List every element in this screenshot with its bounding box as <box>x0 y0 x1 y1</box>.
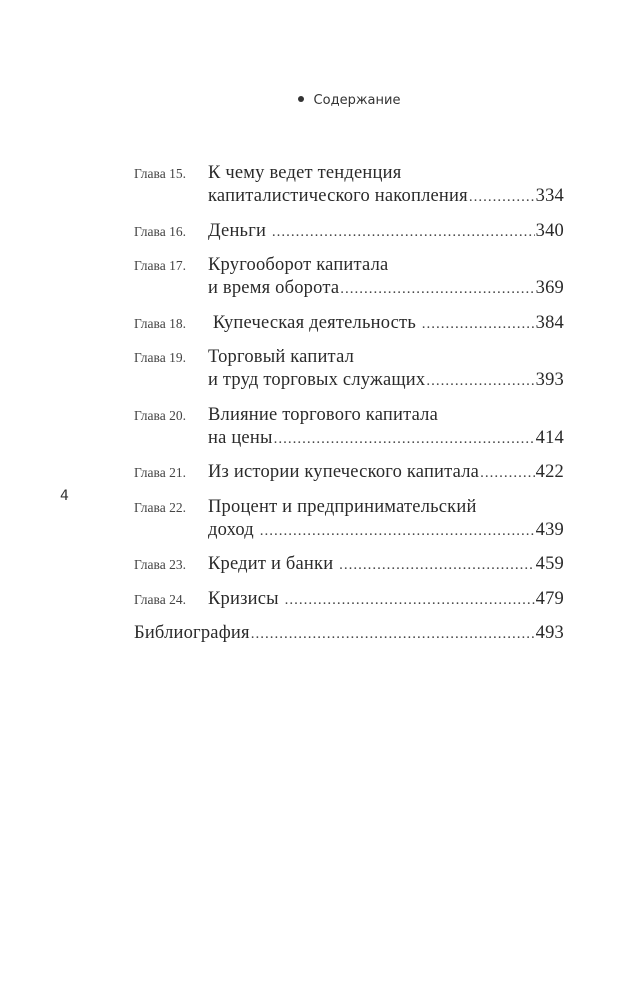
page-ref: 459 <box>535 554 564 574</box>
dot-leader <box>272 221 535 244</box>
dot-leader <box>340 278 534 301</box>
chapter-label: Глава 22. <box>134 499 186 515</box>
chapter-title-line: доход <box>208 519 259 540</box>
chapter-title-line: Деньги <box>208 220 271 241</box>
chapter-label: Глава 18. <box>134 315 186 331</box>
toc-entry[interactable] <box>134 622 564 646</box>
chapter-title-line: и время оборота <box>208 278 340 298</box>
bullet-icon <box>298 96 304 102</box>
dot-leader <box>426 370 534 393</box>
page-ref: 439 <box>535 519 564 540</box>
chapter-title-line: Кругооборот капитала <box>208 255 389 275</box>
page-number: 4 <box>60 488 69 504</box>
chapter-title-line: К чему ведет тенденция <box>208 163 402 183</box>
toc-entry[interactable] <box>134 312 564 336</box>
toc-entry[interactable] <box>134 254 564 301</box>
chapter-label: Глава 23. <box>134 557 186 572</box>
chapter-label: Глава 16. <box>134 223 186 239</box>
toc-entry[interactable] <box>134 404 564 451</box>
chapter-title-line: Купеческая деятельность <box>208 312 421 333</box>
dot-leader <box>260 520 535 543</box>
page-ref: 334 <box>535 186 564 206</box>
chapter-label: Глава 15. <box>134 166 186 181</box>
chapter-label: Глава 19. <box>134 350 186 365</box>
chapter-title-line: Кредит и банки <box>208 554 339 574</box>
page-ref: 422 <box>535 462 564 482</box>
chapter-title-line: Торговый капитал <box>208 347 355 367</box>
chapter-title-line: Библиография <box>134 623 250 643</box>
page-ref: 493 <box>535 623 564 643</box>
dot-leader <box>480 462 535 485</box>
toc-entry[interactable] <box>134 461 564 485</box>
dot-leader <box>469 186 535 209</box>
chapter-title-line: Кризисы <box>208 588 284 609</box>
table-of-contents <box>134 162 564 657</box>
page-ref: 340 <box>535 220 564 241</box>
dot-leader <box>274 428 535 451</box>
running-header <box>0 93 632 108</box>
page-ref: 369 <box>535 278 564 298</box>
dot-leader <box>251 623 535 646</box>
toc-entry[interactable] <box>134 220 564 244</box>
page-ref: 384 <box>535 312 564 333</box>
header-title: Содержание <box>313 93 401 108</box>
toc-entry[interactable] <box>134 553 564 577</box>
chapter-title-line: на цены <box>208 427 273 448</box>
chapter-title-line: капиталистического накопления <box>208 186 468 206</box>
dot-leader <box>422 313 535 336</box>
toc-entry[interactable] <box>134 346 564 393</box>
toc-entry[interactable] <box>134 588 564 612</box>
dot-leader <box>285 589 535 612</box>
page-ref: 414 <box>535 427 564 448</box>
chapter-title-line: Процент и предпринимательский <box>208 496 477 517</box>
toc-entry[interactable] <box>134 496 564 543</box>
dot-leader <box>339 554 534 577</box>
chapter-label: Глава 24. <box>134 591 186 607</box>
chapter-title-line: и труд торговых служащих <box>208 370 426 390</box>
chapter-title-line: Из истории купеческого капитала <box>208 462 480 482</box>
chapter-label: Глава 17. <box>134 258 186 273</box>
toc-entry[interactable] <box>134 162 564 209</box>
chapter-label: Глава 21. <box>134 465 186 480</box>
page-ref: 479 <box>535 588 564 609</box>
chapter-title-line: Влияние торгового капитала <box>208 404 439 425</box>
chapter-label: Глава 20. <box>134 407 186 423</box>
page-ref: 393 <box>535 370 564 390</box>
